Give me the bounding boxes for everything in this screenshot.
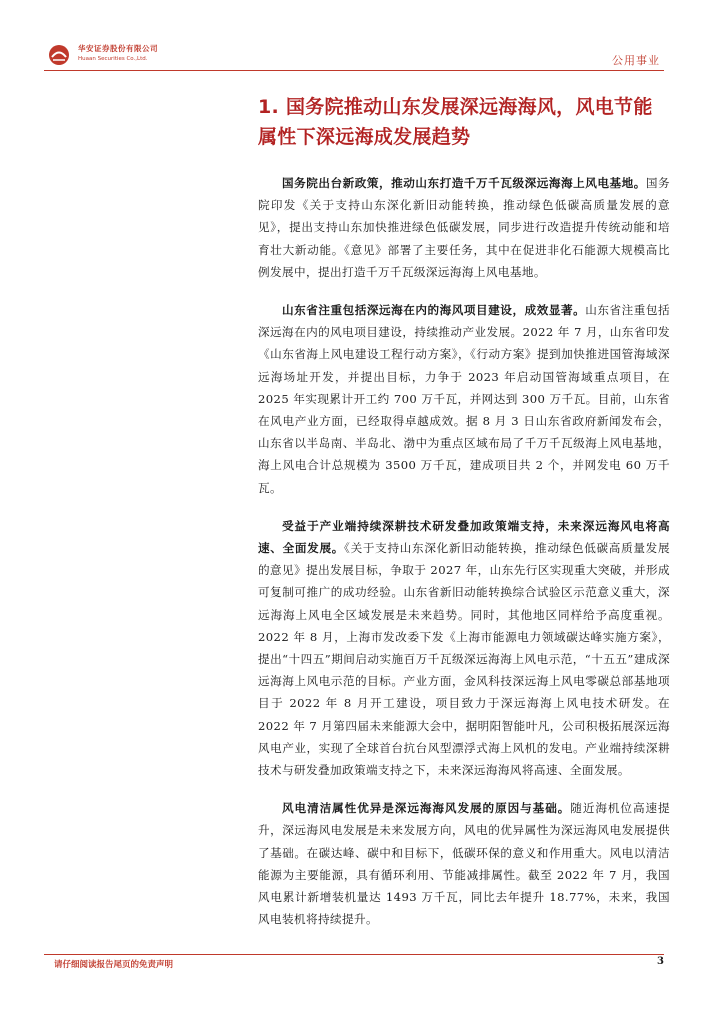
- paragraph-lead: 山东省注重包括深远海在内的海风项目建设，成效显著。: [282, 303, 586, 318]
- page-number: 3: [657, 956, 664, 967]
- main-content: [258, 92, 670, 931]
- section-title: 1. 国务院推动山东发展深远海海风，风电节能属性下深远海成发展趋势: [258, 96, 653, 148]
- company-name-en: Huaan Securities Co.,Ltd.: [78, 56, 148, 62]
- header-divider: [44, 70, 664, 71]
- paragraph-lead: 受益于产业端持续深耕技术研发叠加政策端支持，未来深远海风电将高速、全面发展。: [258, 518, 670, 556]
- page-header: [44, 38, 664, 70]
- company-name-cn: 华安证券股份有限公司: [78, 44, 158, 53]
- paragraph-body: 《关于支持山东深化新旧动能转换，推动绿色低碳高质量发展的意见》提出发展目标，争取于 2027 年，山东先行区实现重大突破，并形成可复制可推广的成功经验。山东省新旧动能转换综合试验区示范意义重大，深远海海上风电全区域发展是未来趋势。同时，其他地区同样给予高度重视。2022 年 8 月，上海市发改委下发《上海市能源电力领域碳达峰实施方案》，提出“十四五”期间启动实施百万千瓦级深远海海上风电示范，“十五五”建成深远海海上风电示范的目标。产业方面，金风科技深远海上风电零碳总部基地项目于 2022 年 8 月开工建设，项目致力于深远海海上风电技术研发。在 2022 年 7 月第四届未来能源大会中，据明阳智能叶凡，公司积极拓展深远海风电产业，实现了全球首台抗台风型漂浮式海上风机的发电。产业端持续深耕技术与研发叠加政策端支持之下，未来深远海海风将高速、全面发展。: [258, 541, 670, 778]
- footer-divider: [44, 954, 664, 955]
- paragraph-lead: 国务院出台新政策，推动山东打造千万千瓦级深远海海上风电基地。: [282, 176, 646, 190]
- paragraph-body: 山东省注重包括深远海在内的风电项目建设，持续推动产业发展。2022 年 7 月，山东省印发《山东省海上风电建设工程行动方案》，《行动方案》提到加快推进国管海域深远海场址开发，并提出目标，力争于 2023 年启动国管海域重点项目，在 2025 年实现累计开工约 700 万千瓦，并网达到 300 万千瓦。目前，山东省在风电产业方面，已经取得卓越成效。据 8 月 3 日山东省政府新闻发布会，山东省以半岛南、半岛北、渤中为重点区域布局了千万千瓦级海上风电基地，海上风电合计总规模为 3500 万千瓦，建成项目共 2 个，并网发电 60 万千瓦。: [258, 303, 670, 495]
- paragraph-1: [258, 172, 670, 283]
- paragraph-2: [258, 299, 670, 499]
- paragraph-body: 国务院印发《关于支持山东深化新旧动能转换，推动绿色低碳高质量发展的意见》，提出支持山东加快推进绿色低碳发展，同步进行改造提升传统动能和培育壮大新动能。《意见》部署了主要任务，其中在促进非化石能源大规模高比例发展中，提出打造千万千瓦级深远海海上风电基地。: [258, 176, 670, 279]
- paragraph-4: [258, 797, 670, 930]
- section-label: 公用事业: [612, 54, 660, 67]
- disclaimer-link[interactable]: 请仔细阅读报告尾页的免责声明: [54, 960, 174, 970]
- company-name: [78, 43, 158, 62]
- company-logo-icon: [48, 44, 70, 66]
- paragraph-3: [258, 515, 670, 781]
- paragraph-lead: 风电清洁属性优异是深远海海风发展的原因与基础。: [282, 801, 571, 816]
- paragraph-body: 随近海机位高速提升，深远海风电发展是未来发展方向，风电的优异属性为深远海风电发展提供了基础。在碳达峰、碳中和目标下，低碳环保的意义和作用重大。风电以清洁能源为主要能源，具有循环利用、节能减排属性。截至 2022 年 7 月，我国风电累计新增装机量达 1493 万千瓦，同比去年提升 18.77%，未来，我国风电装机将持续提升。: [258, 801, 671, 927]
